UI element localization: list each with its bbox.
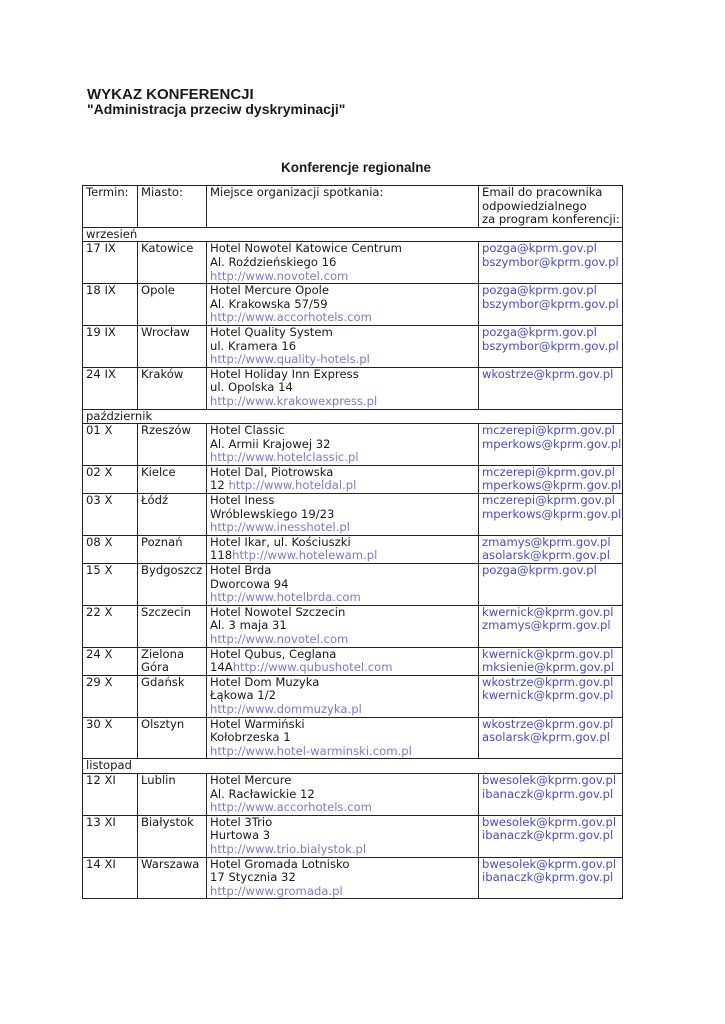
city-cell	[138, 424, 207, 466]
hotel-link[interactable]: http://www.quality-hotels.pl	[210, 352, 370, 367]
date-cell: 08 X	[83, 535, 138, 563]
table-row	[83, 647, 623, 675]
city-line: Bydgoszcz	[141, 563, 203, 578]
hotel-link[interactable]: http://www.novotel.com	[210, 632, 349, 646]
venue-text: ul. Kramera 16	[210, 338, 297, 353]
email-link[interactable]: zmamys@kprm.gov.pl	[482, 535, 611, 549]
city-line: Góra	[141, 660, 169, 675]
venue-line	[210, 298, 475, 312]
venue-cell	[207, 675, 479, 717]
city-line: Wrocław	[141, 325, 190, 339]
date-cell: 12 XI	[83, 773, 138, 815]
venue-text: Hotel 3Trio	[210, 815, 273, 829]
email-link[interactable]: asolarsk@kprm.gov.pl	[482, 548, 610, 563]
email-link[interactable]: wkostrze@kprm.gov.pl	[482, 717, 614, 731]
city-line: Szczecin	[141, 605, 191, 619]
hotel-link[interactable]: http://www.qubushotel.com	[232, 660, 393, 675]
venue-line	[210, 549, 475, 563]
header-email-line: za program konferencji:	[482, 212, 620, 227]
table-row	[83, 367, 623, 409]
venue-line	[210, 788, 475, 802]
venue-text: Hotel Brda	[210, 563, 272, 578]
venue-line	[210, 858, 475, 872]
venue-text: Hotel Nowotel Katowice Centrum	[210, 241, 402, 256]
venue-text: Hotel Ikar, ul. Kościuszki	[210, 535, 351, 549]
city-line: Poznań	[141, 535, 183, 549]
email-link[interactable]: bszymbor@kprm.gov.pl	[482, 254, 619, 269]
venue-text: Hotel Dom Muzyka	[210, 675, 320, 689]
hotel-link[interactable]: http://www.hotelewam.pl	[232, 548, 378, 563]
city-cell	[138, 605, 207, 647]
venue-line	[210, 242, 475, 256]
venue-cell	[207, 465, 479, 493]
hotel-link[interactable]: http://www.accorhotels.com	[210, 310, 372, 325]
month-row	[83, 227, 623, 242]
email-cell	[479, 675, 623, 717]
email-link[interactable]: mczerepi@kprm.gov.pl	[482, 465, 615, 479]
city-line: Rzeszów	[141, 423, 191, 438]
venue-text: Hotel Mercure Opole	[210, 283, 330, 298]
venue-line	[210, 395, 475, 409]
venue-line	[210, 606, 475, 620]
email-cell	[479, 857, 623, 899]
venue-cell	[207, 494, 479, 536]
venue-line	[210, 438, 475, 452]
email-link[interactable]: pozga@kprm.gov.pl	[482, 563, 597, 578]
hotel-link[interactable]: http://www.hoteldal.pl	[228, 478, 357, 493]
venue-cell	[207, 773, 479, 815]
venue-text: Al. 3 maja 31	[210, 618, 287, 633]
venue-text: Wróblewskiego 19/23	[210, 506, 335, 521]
venue-line	[210, 494, 475, 508]
venue-cell	[207, 647, 479, 675]
venue-text: Hotel Mercure	[210, 773, 292, 787]
email-link[interactable]: mperkows@kprm.gov.pl	[482, 478, 622, 493]
date-cell: 29 X	[83, 675, 138, 717]
venue-line	[210, 843, 475, 857]
venue-line	[210, 619, 475, 633]
city-cell	[138, 564, 207, 606]
city-line: Łódź	[141, 493, 169, 508]
hotel-link[interactable]: http://www.hotel-warminski.com.pl	[210, 743, 412, 758]
venue-line	[210, 676, 475, 690]
table-row	[83, 605, 623, 647]
email-link[interactable]: bwesolek@kprm.gov.pl	[482, 773, 617, 787]
hotel-link[interactable]: http://www.krakowexpress.pl	[210, 393, 378, 408]
date-cell: 03 X	[83, 494, 138, 536]
venue-cell	[207, 717, 479, 759]
city-cell	[138, 815, 207, 857]
email-cell	[479, 325, 623, 367]
table-row	[83, 284, 623, 326]
email-cell	[479, 494, 623, 536]
date-cell: 24 X	[83, 647, 138, 675]
month-label: wrzesień	[83, 227, 623, 242]
venue-text: Hotel Dal, Piotrowska	[210, 465, 334, 479]
venue-line	[210, 353, 475, 367]
venue-line	[210, 689, 475, 703]
month-row	[83, 759, 623, 774]
email-link[interactable]: mczerepi@kprm.gov.pl	[482, 493, 615, 508]
hotel-link[interactable]: http://www.dommuzyka.pl	[210, 701, 362, 716]
venue-text: Hotel Holiday Inn Express	[210, 367, 359, 381]
venue-text: Al. Armii Krajowej 32	[210, 436, 331, 451]
venue-line	[210, 466, 475, 480]
city-cell	[138, 284, 207, 326]
table-row	[83, 535, 623, 563]
venue-text: Hotel Qubus, Ceglana	[210, 647, 337, 661]
email-link[interactable]: kwernick@kprm.gov.pl	[482, 647, 614, 661]
venue-text: Kołobrzeska 1	[210, 730, 291, 745]
city-line: Katowice	[141, 241, 194, 256]
venue-line	[210, 885, 475, 899]
venue-text: Dworcowa 94	[210, 576, 289, 591]
document-subtitle: "Administracja przeciw dyskryminacji"	[87, 101, 346, 117]
email-cell	[479, 564, 623, 606]
date-cell: 17 IX	[83, 242, 138, 284]
venue-cell	[207, 242, 479, 284]
email-cell	[479, 535, 623, 563]
email-cell	[479, 242, 623, 284]
venue-line	[210, 745, 475, 759]
venue-text: Hotel Iness	[210, 493, 275, 508]
venue-text: Hurtowa 3	[210, 828, 271, 843]
venue-cell	[207, 564, 479, 606]
email-link[interactable]: kwernick@kprm.gov.pl	[482, 688, 614, 703]
city-line: Zielona	[141, 647, 185, 661]
header-miejsce: Miejsce organizacji spotkania:	[207, 186, 479, 228]
table-header-row	[83, 186, 623, 228]
section-title: Konferencje regionalne	[281, 160, 432, 175]
venue-line	[210, 829, 475, 843]
table-row	[83, 675, 623, 717]
hotel-link[interactable]: http://www.trio.bialystok.pl	[210, 841, 367, 856]
venue-text: Al. Roździeńskiego 16	[210, 254, 337, 269]
email-link[interactable]: mczerepi@kprm.gov.pl	[482, 423, 615, 438]
city-line: Lublin	[141, 773, 176, 787]
venue-line	[210, 731, 475, 745]
email-link[interactable]: ibanaczk@kprm.gov.pl	[482, 870, 614, 885]
city-cell	[138, 494, 207, 536]
city-cell	[138, 717, 207, 759]
month-label: październik	[83, 409, 623, 424]
venue-line	[210, 340, 475, 354]
city-cell	[138, 675, 207, 717]
table-row	[83, 424, 623, 466]
email-cell	[479, 605, 623, 647]
email-link[interactable]: wkostrze@kprm.gov.pl	[482, 675, 614, 689]
email-cell	[479, 284, 623, 326]
email-cell	[479, 815, 623, 857]
venue-text: 17 Stycznia 32	[210, 870, 296, 885]
date-cell: 24 IX	[83, 367, 138, 409]
venue-line	[210, 326, 475, 340]
venue-line	[210, 591, 475, 605]
city-line: Opole	[141, 283, 175, 298]
venue-cell	[207, 367, 479, 409]
header-termin: Termin:	[83, 186, 138, 228]
table-row	[83, 857, 623, 899]
venue-line	[210, 256, 475, 270]
email-link[interactable]: bwesolek@kprm.gov.pl	[482, 815, 617, 829]
venue-line	[210, 536, 475, 550]
venue-line	[210, 703, 475, 717]
venue-line	[210, 648, 475, 662]
city-line: Olsztyn	[141, 717, 185, 731]
table-row	[83, 815, 623, 857]
date-cell: 15 X	[83, 564, 138, 606]
city-line: Białystok	[141, 815, 194, 829]
venue-line	[210, 816, 475, 830]
venue-cell	[207, 424, 479, 466]
month-label: listopad	[83, 759, 623, 774]
venue-text: Hotel Classic	[210, 423, 285, 438]
table-row	[83, 242, 623, 284]
city-cell	[138, 325, 207, 367]
email-cell	[479, 647, 623, 675]
date-cell: 01 X	[83, 424, 138, 466]
email-cell	[479, 717, 623, 759]
venue-line	[210, 451, 475, 465]
city-cell	[138, 857, 207, 899]
hotel-link[interactable]: http://www.novotel.com	[210, 268, 349, 283]
email-link[interactable]: asolarsk@kprm.gov.pl	[482, 730, 610, 745]
date-cell: 14 XI	[83, 857, 138, 899]
venue-cell	[207, 857, 479, 899]
venue-text: Hotel Gromada Lotnisko	[210, 857, 350, 871]
venue-cell	[207, 605, 479, 647]
city-cell	[138, 367, 207, 409]
table-row	[83, 494, 623, 536]
venue-line	[210, 871, 475, 885]
email-cell	[479, 424, 623, 466]
venue-text: Al. Krakowska 57/59	[210, 296, 328, 311]
city-line: Kraków	[141, 367, 184, 381]
city-cell	[138, 465, 207, 493]
venue-line	[210, 718, 475, 732]
conference-table	[82, 185, 623, 899]
venue-line	[210, 633, 475, 647]
date-cell: 19 IX	[83, 325, 138, 367]
conference-table-body	[83, 186, 623, 899]
city-line: Warszawa	[141, 857, 200, 871]
venue-line	[210, 270, 475, 284]
venue-line	[210, 801, 475, 815]
header-email	[479, 186, 623, 228]
table-row	[83, 773, 623, 815]
venue-text: 12	[210, 478, 229, 493]
email-link[interactable]: bszymbor@kprm.gov.pl	[482, 338, 619, 353]
city-cell	[138, 242, 207, 284]
venue-text: ul. Opolska 14	[210, 380, 293, 395]
venue-line	[210, 578, 475, 592]
venue-text: Al. Racławickie 12	[210, 786, 315, 801]
month-row	[83, 409, 623, 424]
header-miasto: Miasto:	[138, 186, 207, 228]
table-row	[83, 325, 623, 367]
date-cell: 18 IX	[83, 284, 138, 326]
venue-text: Łąkowa 1/2	[210, 688, 276, 703]
venue-line	[210, 521, 475, 535]
venue-line	[210, 564, 475, 578]
hotel-link[interactable]: http://www.hotelbrda.com	[210, 590, 361, 605]
venue-text: 118	[210, 548, 233, 563]
email-link[interactable]: mperkows@kprm.gov.pl	[482, 506, 622, 521]
email-cell	[479, 773, 623, 815]
header-email-line: odpowiedzialnego	[482, 198, 587, 213]
email-cell	[479, 367, 623, 409]
venue-line	[210, 311, 475, 325]
email-link[interactable]: ibanaczk@kprm.gov.pl	[482, 786, 614, 801]
city-line: Gdańsk	[141, 675, 185, 689]
email-cell	[479, 465, 623, 493]
city-cell	[138, 535, 207, 563]
hotel-link[interactable]: http://www.hotelclassic.pl	[210, 450, 359, 465]
venue-text: Hotel Quality System	[210, 325, 333, 339]
hotel-link[interactable]: http://www.gromada.pl	[210, 883, 343, 898]
hotel-link[interactable]: http://www.accorhotels.com	[210, 800, 372, 815]
venue-text: Hotel Nowotel Szczecin	[210, 605, 346, 619]
venue-cell	[207, 325, 479, 367]
document-title: WYKAZ KONFERENCJI	[87, 86, 254, 103]
email-link[interactable]: ibanaczk@kprm.gov.pl	[482, 828, 614, 843]
venue-text: 14A	[210, 660, 233, 675]
date-cell: 02 X	[83, 465, 138, 493]
city-cell	[138, 773, 207, 815]
table-row	[83, 717, 623, 759]
venue-line	[210, 661, 475, 675]
email-link[interactable]: mksienie@kprm.gov.pl	[482, 660, 614, 675]
venue-line	[210, 368, 475, 382]
date-cell: 13 XI	[83, 815, 138, 857]
email-link[interactable]: bszymbor@kprm.gov.pl	[482, 296, 619, 311]
venue-cell	[207, 815, 479, 857]
email-link[interactable]: mperkows@kprm.gov.pl	[482, 436, 622, 451]
email-link[interactable]: zmamys@kprm.gov.pl	[482, 618, 611, 633]
email-link[interactable]: pozga@kprm.gov.pl	[482, 325, 597, 339]
email-link[interactable]: pozga@kprm.gov.pl	[482, 241, 597, 256]
date-cell: 22 X	[83, 605, 138, 647]
venue-line	[210, 479, 475, 493]
hotel-link[interactable]: http://www.inesshotel.pl	[210, 520, 350, 535]
email-link[interactable]: kwernick@kprm.gov.pl	[482, 605, 614, 619]
venue-line	[210, 508, 475, 522]
header-email-line: Email do pracownika	[482, 185, 603, 199]
venue-line	[210, 774, 475, 788]
email-link[interactable]: wkostrze@kprm.gov.pl	[482, 367, 614, 381]
venue-line	[210, 424, 475, 438]
date-cell: 30 X	[83, 717, 138, 759]
city-cell	[138, 647, 207, 675]
email-link[interactable]: pozga@kprm.gov.pl	[482, 283, 597, 298]
table-row	[83, 465, 623, 493]
venue-text: Hotel Warmiński	[210, 717, 305, 731]
venue-cell	[207, 284, 479, 326]
venue-line	[210, 284, 475, 298]
city-line: Kielce	[141, 465, 176, 479]
venue-line	[210, 381, 475, 395]
table-row	[83, 564, 623, 606]
venue-cell	[207, 535, 479, 563]
email-link[interactable]: bwesolek@kprm.gov.pl	[482, 857, 617, 871]
